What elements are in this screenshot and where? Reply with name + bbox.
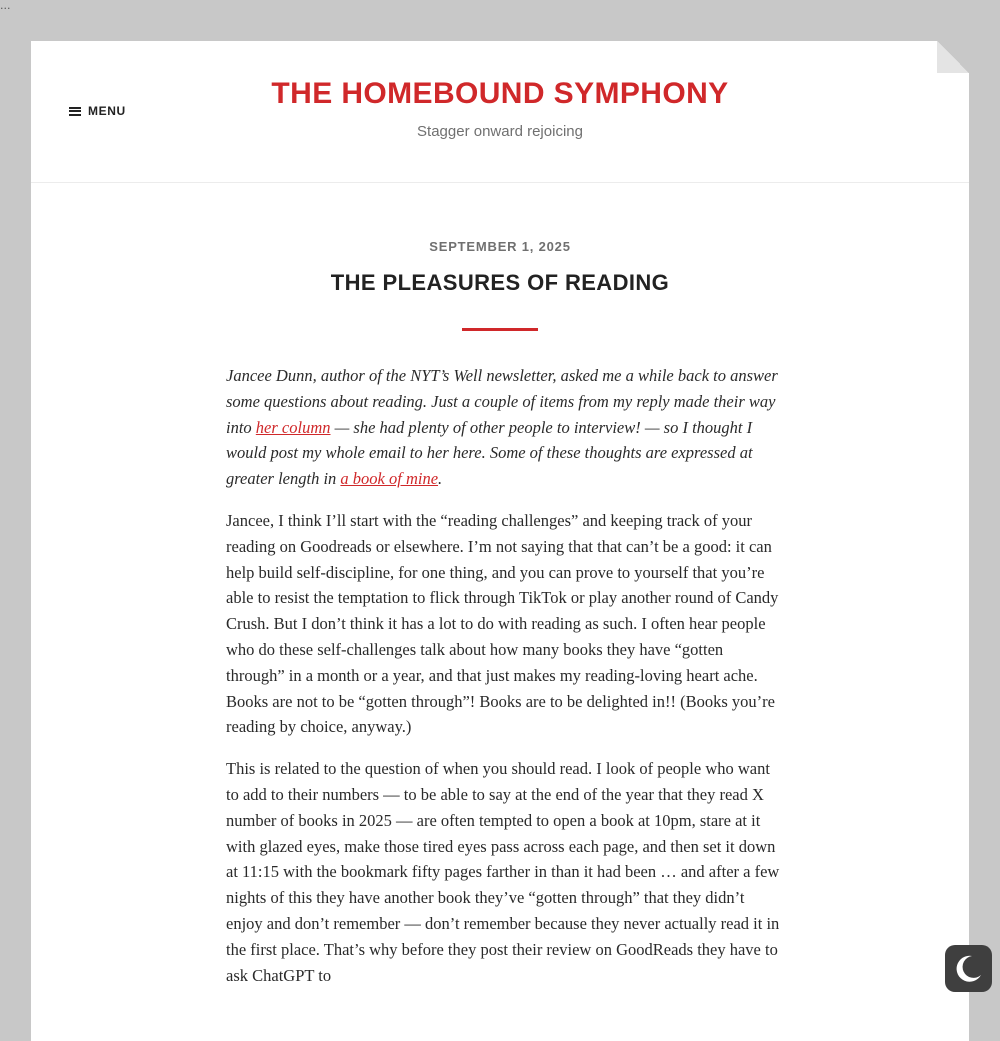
site-tagline: Stagger onward rejoicing	[417, 123, 583, 140]
top-ellipsis: ...	[0, 0, 11, 12]
intro-text-3: .	[438, 469, 443, 489]
menu-label: MENU	[88, 104, 126, 118]
body-paragraph: Jancee, I think I’ll start with the “reading challenges” and keeping track of your reading on Goodreads or elsewhere. I’m not saying that that can’t be a good: it can help build self-discipline, for one thing, and you can prove to yourself that you’re able to resist the temptation to flick through TikTok or play another round of Candy Crush. But I don’t think it has a lot to do with reading as such. I often hear people who do these self-challenges talk about how many books they have “gotten through” in a month or a year, and that just makes my reading-loving heart ache. Books are not to be “gotten through”! Books are to be delighted in!! (Books you’re reading by choice, anyway.)	[226, 510, 779, 737]
dark-mode-toggle[interactable]	[945, 945, 992, 992]
page-container	[31, 41, 969, 1041]
post-content	[226, 363, 781, 1004]
intro-text-1: Jancee Dunn, author of the NYT’s Well newsletter, asked me a while back to answer some questions about reading. Just a couple of items from my reply made their way into	[226, 366, 778, 437]
intro-paragraph	[226, 363, 781, 492]
moon-icon	[953, 953, 984, 984]
post-title: THE PLEASURES OF READING	[330, 270, 670, 295]
intro-text-2: — she had plenty of other people to interview! — so I thought I would post my whole email to her here. Some of these thoughts are expressed at greater length in	[226, 417, 753, 489]
site-title[interactable]: THE HOMEBOUND SYMPHONY	[271, 77, 729, 110]
post-date[interactable]: SEPTEMBER 1, 2025	[429, 239, 571, 254]
book-of-mine-link[interactable]: a book of mine	[340, 469, 439, 489]
site-header	[31, 41, 969, 183]
title-divider	[462, 328, 538, 331]
her-column-link[interactable]: her column	[255, 417, 331, 437]
body-paragraph: This is related to the question of when you should read. I look of people who want to add to their numbers — to be able to say at the end of the year that they read X number of books in 2025 — are often tempted to open a book at 10pm, stare at it with glazed eyes, make those tired eyes pass across each page, and then set it down at 11:15 with the bookmark fifty pages farther in than it had been … and after a few nights of this they have another book they’ve “gotten through” that they didn’t enjoy and don’t remember — don’t remember because they never actually read it in the first place. That’s why before they post their review on GoodReads they have to ask ChatGPT to	[226, 759, 780, 985]
